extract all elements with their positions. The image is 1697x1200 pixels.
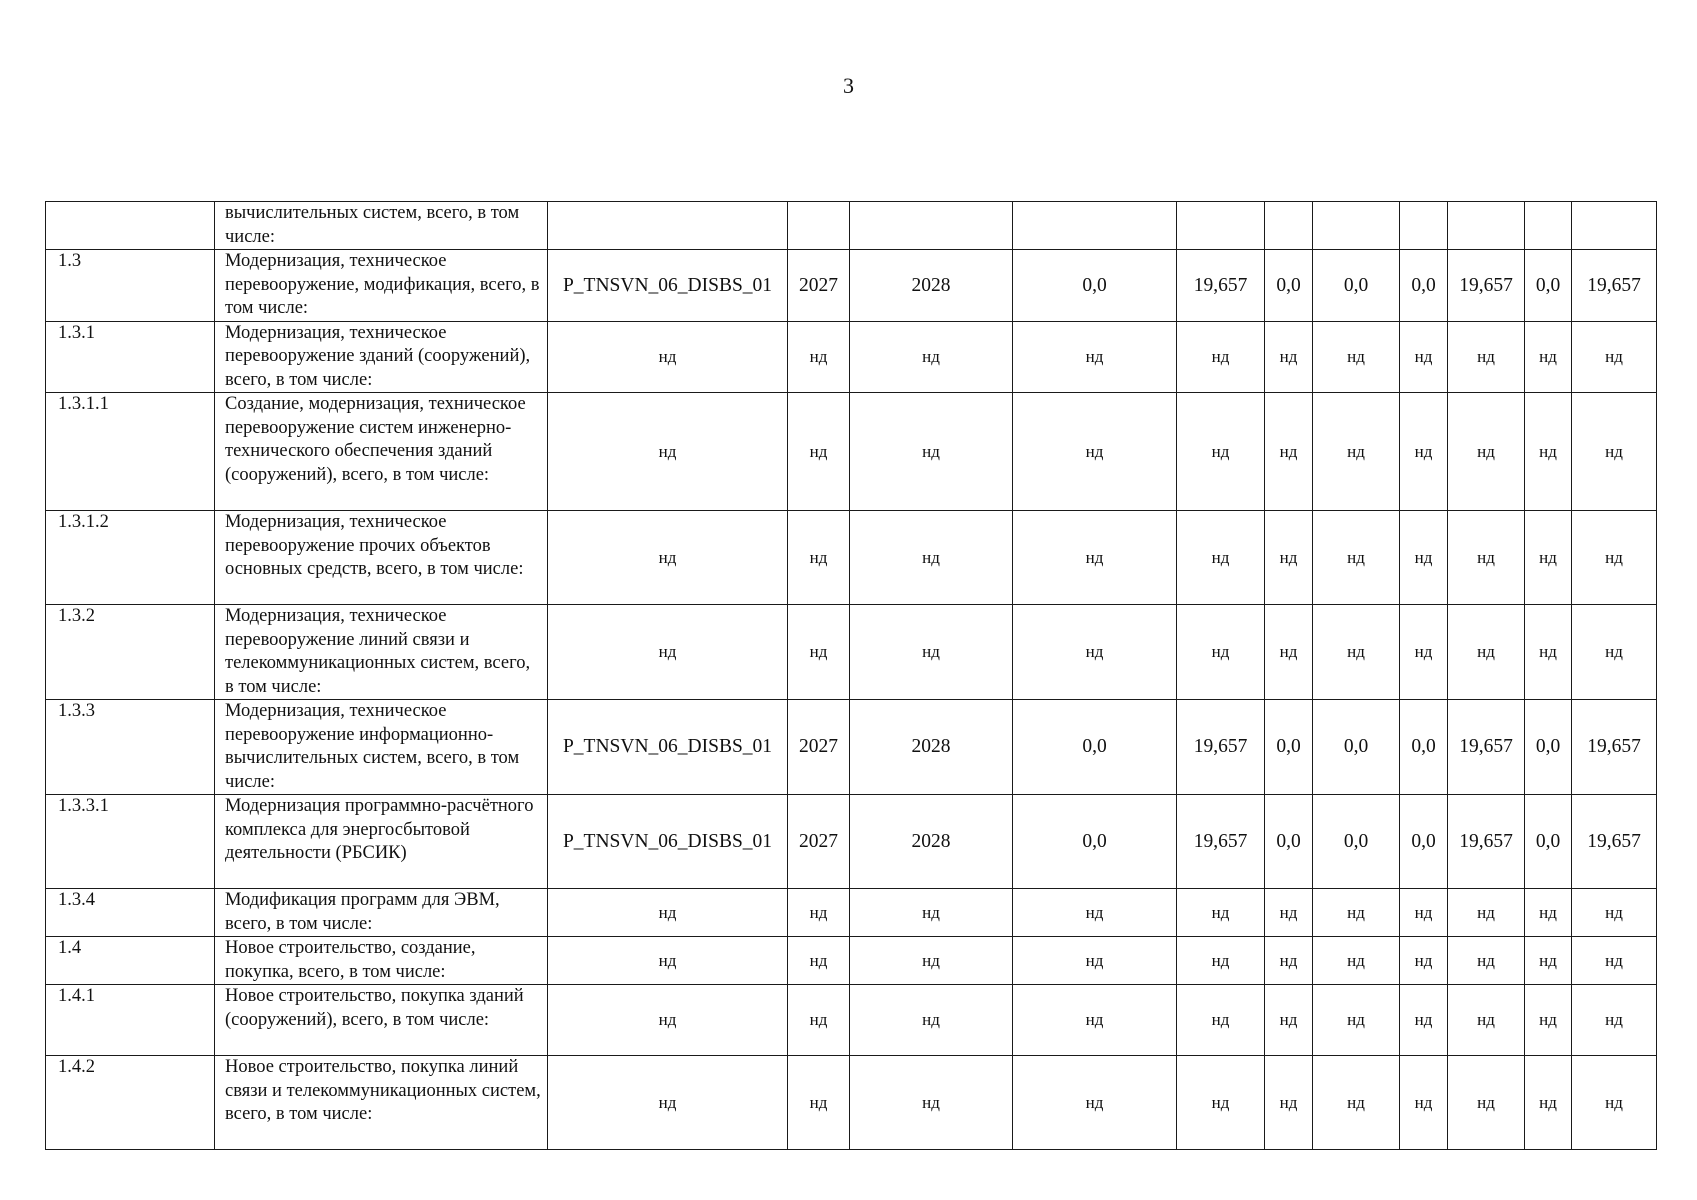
value-cell: нд [1525, 889, 1572, 937]
value-cell: нд [788, 605, 850, 700]
value-cell: 0,0 [1400, 250, 1448, 322]
value-cell: 2027 [788, 700, 850, 795]
value-cell: нд [788, 889, 850, 937]
value-cell: нд [1177, 1056, 1265, 1150]
row-name-cell: Новое строительство, покупка линий связи и телекоммуникационных систем, всего, в том числе: [215, 1056, 548, 1150]
value-cell: нд [850, 393, 1013, 511]
value-cell: нд [788, 511, 850, 605]
value-cell: 2028 [850, 795, 1013, 889]
value-cell: нд [1400, 937, 1448, 985]
row-name-cell: Новое строительство, покупка зданий (сооружений), всего, в том числе: [215, 985, 548, 1056]
value-cell: нд [1572, 605, 1657, 700]
value-cell: нд [1400, 985, 1448, 1056]
value-cell: нд [1265, 937, 1313, 985]
row-name-cell: Модернизация, техническое перевооружение, модификация, всего, в том числе: [215, 250, 548, 322]
value-cell: нд [1313, 393, 1400, 511]
value-cell: 0,0 [1400, 700, 1448, 795]
row-number-cell: 1.4.2 [46, 1056, 215, 1150]
value-cell: нд [1013, 937, 1177, 985]
value-cell: нд [1313, 889, 1400, 937]
value-cell: нд [1448, 321, 1525, 393]
investment-program-table [45, 201, 1657, 1150]
value-cell: нд [1313, 511, 1400, 605]
value-cell: нд [1177, 321, 1265, 393]
row-number-cell: 1.3.1.1 [46, 393, 215, 511]
value-cell: нд [1265, 889, 1313, 937]
value-cell: нд [1400, 1056, 1448, 1150]
table-row [46, 393, 1657, 511]
table-row [46, 889, 1657, 937]
value-cell: нд [1313, 1056, 1400, 1150]
value-cell [1525, 202, 1572, 250]
value-cell: нд [1572, 321, 1657, 393]
project-code-cell: нд [548, 889, 788, 937]
value-cell [788, 202, 850, 250]
value-cell [1400, 202, 1448, 250]
value-cell: нд [1177, 393, 1265, 511]
value-cell: нд [1013, 511, 1177, 605]
row-number-cell: 1.3.4 [46, 889, 215, 937]
value-cell: нд [1313, 937, 1400, 985]
table-row [46, 985, 1657, 1056]
row-number-cell: 1.4 [46, 937, 215, 985]
value-cell [1177, 202, 1265, 250]
value-cell: нд [850, 321, 1013, 393]
table-row [46, 605, 1657, 700]
value-cell [1313, 202, 1400, 250]
table-row [46, 1056, 1657, 1150]
value-cell: нд [1013, 605, 1177, 700]
value-cell: нд [1525, 511, 1572, 605]
value-cell: нд [1177, 889, 1265, 937]
project-code-cell: нд [548, 511, 788, 605]
row-number-cell: 1.3.3 [46, 700, 215, 795]
project-code-cell: нд [548, 1056, 788, 1150]
value-cell: нд [1525, 321, 1572, 393]
value-cell: нд [1525, 393, 1572, 511]
value-cell: 19,657 [1448, 700, 1525, 795]
row-number-cell: 1.3 [46, 250, 215, 322]
value-cell: нд [1265, 1056, 1313, 1150]
value-cell: нд [1013, 393, 1177, 511]
row-number-cell: 1.3.2 [46, 605, 215, 700]
value-cell: нд [1400, 393, 1448, 511]
value-cell: нд [1013, 889, 1177, 937]
value-cell [1572, 202, 1657, 250]
value-cell: нд [1448, 1056, 1525, 1150]
value-cell: нд [1400, 889, 1448, 937]
value-cell: 2027 [788, 795, 850, 889]
value-cell: 19,657 [1572, 250, 1657, 322]
value-cell [1265, 202, 1313, 250]
row-name-cell: Модернизация, техническое перевооружение прочих объектов основных средств, всего, в том числе: [215, 511, 548, 605]
row-number-cell: 1.3.1 [46, 321, 215, 393]
value-cell: 19,657 [1177, 250, 1265, 322]
project-code-cell: нд [548, 937, 788, 985]
row-name-cell: Модернизация программно-расчётного комплекса для энергосбытовой деятельности (РБСИК) [215, 795, 548, 889]
value-cell: нд [1572, 511, 1657, 605]
value-cell: 0,0 [1013, 700, 1177, 795]
value-cell: нд [1525, 605, 1572, 700]
row-number-cell [46, 202, 215, 250]
row-name-cell: Модернизация, техническое перевооружение зданий (сооружений), всего, в том числе: [215, 321, 548, 393]
value-cell: нд [788, 937, 850, 985]
row-name-cell: Модернизация, техническое перевооружение линий связи и телекоммуникационных систем, всего, в том числе: [215, 605, 548, 700]
table-row [46, 250, 1657, 322]
row-name-cell: Новое строительство, создание, покупка, всего, в том числе: [215, 937, 548, 985]
value-cell: 19,657 [1572, 795, 1657, 889]
row-name-cell: Модификация программ для ЭВМ, всего, в том числе: [215, 889, 548, 937]
value-cell: 0,0 [1525, 795, 1572, 889]
value-cell: нд [1448, 889, 1525, 937]
value-cell: нд [1013, 1056, 1177, 1150]
value-cell: нд [1177, 511, 1265, 605]
row-name-cell: Создание, модернизация, техническое перевооружение систем инженерно-технического обеспечения зданий (сооружений), всего, в том числе: [215, 393, 548, 511]
value-cell: 0,0 [1265, 795, 1313, 889]
value-cell: нд [788, 321, 850, 393]
value-cell: нд [1525, 985, 1572, 1056]
value-cell: нд [1265, 985, 1313, 1056]
value-cell [1448, 202, 1525, 250]
value-cell: нд [850, 605, 1013, 700]
project-code-cell: нд [548, 393, 788, 511]
project-code-cell: P_TNSVN_06_DISBS_01 [548, 250, 788, 322]
value-cell: 19,657 [1448, 250, 1525, 322]
value-cell: нд [1572, 393, 1657, 511]
table-row [46, 937, 1657, 985]
value-cell: нд [1013, 985, 1177, 1056]
value-cell: нд [850, 937, 1013, 985]
value-cell: 2028 [850, 250, 1013, 322]
value-cell: нд [1525, 937, 1572, 985]
value-cell: 0,0 [1313, 795, 1400, 889]
value-cell: нд [788, 393, 850, 511]
value-cell: нд [788, 985, 850, 1056]
value-cell: 19,657 [1177, 795, 1265, 889]
value-cell: нд [1400, 511, 1448, 605]
value-cell: 0,0 [1013, 250, 1177, 322]
value-cell: 2027 [788, 250, 850, 322]
value-cell [850, 202, 1013, 250]
value-cell: 19,657 [1572, 700, 1657, 795]
row-number-cell: 1.3.3.1 [46, 795, 215, 889]
value-cell: нд [1265, 605, 1313, 700]
value-cell: нд [850, 889, 1013, 937]
value-cell: нд [1265, 511, 1313, 605]
value-cell: 0,0 [1313, 250, 1400, 322]
value-cell: нд [1572, 985, 1657, 1056]
table-row [46, 321, 1657, 393]
value-cell: нд [1525, 1056, 1572, 1150]
value-cell: нд [1177, 985, 1265, 1056]
project-code-cell: нд [548, 605, 788, 700]
row-number-cell: 1.3.1.2 [46, 511, 215, 605]
value-cell: нд [1448, 605, 1525, 700]
project-code-cell: нд [548, 321, 788, 393]
value-cell: нд [850, 1056, 1013, 1150]
value-cell: 19,657 [1448, 795, 1525, 889]
value-cell: нд [1448, 511, 1525, 605]
value-cell: нд [1400, 321, 1448, 393]
table-row [46, 700, 1657, 795]
value-cell: нд [1448, 393, 1525, 511]
value-cell: 0,0 [1265, 700, 1313, 795]
value-cell [1013, 202, 1177, 250]
table-row [46, 202, 1657, 250]
table-row [46, 511, 1657, 605]
value-cell: 0,0 [1013, 795, 1177, 889]
value-cell: нд [1572, 1056, 1657, 1150]
value-cell: 2028 [850, 700, 1013, 795]
page-number: 3 [843, 73, 854, 98]
value-cell: нд [1313, 985, 1400, 1056]
value-cell: нд [1448, 985, 1525, 1056]
table-row [46, 795, 1657, 889]
value-cell: нд [850, 985, 1013, 1056]
value-cell: нд [788, 1056, 850, 1150]
value-cell: нд [1572, 889, 1657, 937]
value-cell: 0,0 [1313, 700, 1400, 795]
project-code-cell: нд [548, 985, 788, 1056]
project-code-cell [548, 202, 788, 250]
row-name-cell: Модернизация, техническое перевооружение информационно-вычислительных систем, всего, в том числе: [215, 700, 548, 795]
value-cell: нд [850, 511, 1013, 605]
row-name-cell: вычислительных систем, всего, в том числе: [215, 202, 548, 250]
value-cell: нд [1448, 937, 1525, 985]
project-code-cell: P_TNSVN_06_DISBS_01 [548, 795, 788, 889]
value-cell: нд [1313, 605, 1400, 700]
value-cell: нд [1313, 321, 1400, 393]
value-cell: нд [1400, 605, 1448, 700]
value-cell: нд [1265, 321, 1313, 393]
value-cell: 0,0 [1400, 795, 1448, 889]
value-cell: 0,0 [1525, 250, 1572, 322]
value-cell: нд [1177, 937, 1265, 985]
project-code-cell: P_TNSVN_06_DISBS_01 [548, 700, 788, 795]
value-cell: 19,657 [1177, 700, 1265, 795]
value-cell: 0,0 [1525, 700, 1572, 795]
value-cell: 0,0 [1265, 250, 1313, 322]
table-body [46, 202, 1657, 1150]
row-number-cell: 1.4.1 [46, 985, 215, 1056]
value-cell: нд [1177, 605, 1265, 700]
value-cell: нд [1572, 937, 1657, 985]
value-cell: нд [1013, 321, 1177, 393]
value-cell: нд [1265, 393, 1313, 511]
